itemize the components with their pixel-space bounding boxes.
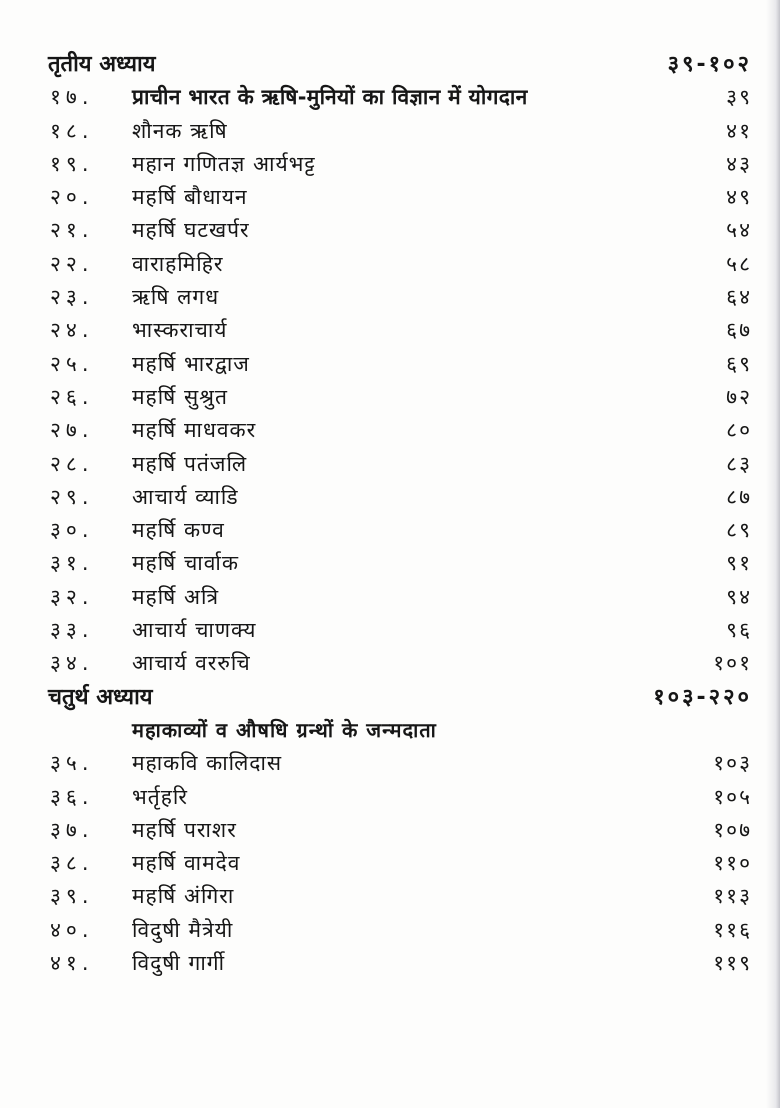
entry-page: १०१ xyxy=(713,651,752,676)
toc-entry xyxy=(0,947,780,980)
entry-title: आचार्य चाणक्य xyxy=(132,618,257,643)
entry-number: ३७. xyxy=(50,817,94,842)
toc-entry xyxy=(0,314,780,347)
toc-entry xyxy=(0,481,780,514)
entry-title: आचार्य व्याडि xyxy=(132,484,239,509)
entry-number: ३२. xyxy=(50,584,94,609)
entry-number: १८. xyxy=(50,118,94,143)
entry-number: २१. xyxy=(50,218,94,243)
entry-title: महर्षि बौधायन xyxy=(132,185,248,210)
entry-number: ३०. xyxy=(50,518,94,543)
entry-title: वाराहमिहिर xyxy=(132,251,224,276)
entry-number: २५. xyxy=(50,351,94,376)
toc-entry xyxy=(0,214,780,247)
section-3-entries xyxy=(0,81,780,680)
entry-page: ११० xyxy=(713,851,752,876)
entry-title: शौनक ऋषि xyxy=(132,118,228,143)
entry-number: १९. xyxy=(50,151,94,176)
entry-page: ४९ xyxy=(726,185,752,210)
entry-number: २४. xyxy=(50,318,94,343)
entry-number: २६. xyxy=(50,384,94,409)
toc-entry xyxy=(0,81,780,114)
entry-number: २२. xyxy=(50,251,94,276)
toc-entry xyxy=(0,381,780,414)
entry-page: ८७ xyxy=(726,484,752,509)
entry-title: महर्षि सुश्रुत xyxy=(132,384,228,409)
entry-number: ३८. xyxy=(50,851,94,876)
toc-entry xyxy=(0,181,780,214)
section-page-range: ३९-१०२ xyxy=(667,52,752,77)
section-page-range: १०३-२२० xyxy=(653,684,752,710)
entry-number: १७. xyxy=(50,85,94,110)
entry-number: ३५. xyxy=(50,751,94,776)
entry-title: महान गणितज्ञ आर्यभट्ट xyxy=(132,151,316,176)
entry-page: ५४ xyxy=(726,218,752,243)
entry-title: भास्कराचार्य xyxy=(132,318,228,343)
entry-number: २८. xyxy=(50,451,94,476)
entry-number: २०. xyxy=(50,185,94,210)
entry-title: विदुषी गार्गी xyxy=(132,951,226,976)
entry-number: २३. xyxy=(50,285,94,310)
entry-page: ७२ xyxy=(726,384,752,409)
entry-page: १०७ xyxy=(713,817,752,842)
entry-title: भर्तृहरि xyxy=(132,784,188,809)
entry-number: ३४. xyxy=(50,651,94,676)
toc-entry xyxy=(0,414,780,447)
entry-title: महाकवि कालिदास xyxy=(132,751,283,776)
entry-title: महर्षि वामदेव xyxy=(132,851,241,876)
entry-number: २७. xyxy=(50,418,94,443)
toc-entry xyxy=(0,281,780,314)
toc-entry xyxy=(0,781,780,814)
toc-entry xyxy=(0,647,780,680)
entry-title: विदुषी मैत्रेयी xyxy=(132,917,234,942)
entry-title: महर्षि कण्व xyxy=(132,518,225,543)
toc-entry xyxy=(0,148,780,181)
section-subheading xyxy=(0,714,780,747)
entry-title: महर्षि चार्वाक xyxy=(132,551,239,576)
entry-page: ४३ xyxy=(726,151,752,176)
entry-page: ८३ xyxy=(726,451,752,476)
entry-page: ६९ xyxy=(726,351,752,376)
entry-number: ३३. xyxy=(50,618,94,643)
section-title: चतुर्थ अध्याय xyxy=(48,684,153,710)
toc-entry xyxy=(0,814,780,847)
toc-entry xyxy=(0,581,780,614)
section-title: तृतीय अध्याय xyxy=(48,52,156,77)
entry-number: ३१. xyxy=(50,551,94,576)
page-edge-shadow xyxy=(766,0,780,1108)
entry-page: ८९ xyxy=(726,518,752,543)
entry-number: ४१. xyxy=(50,951,94,976)
entry-title: महर्षि घटखर्पर xyxy=(132,218,250,243)
entry-title: महर्षि माधवकर xyxy=(132,418,257,443)
section-heading-4 xyxy=(0,681,780,714)
entry-page: ८० xyxy=(726,418,752,443)
entry-title: महर्षि पराशर xyxy=(132,817,237,842)
entry-title: महर्षि अंगिरा xyxy=(132,884,235,909)
entry-number: ३६. xyxy=(50,784,94,809)
toc-entry xyxy=(0,448,780,481)
entry-page: ५८ xyxy=(726,251,752,276)
entry-page: ६७ xyxy=(726,318,752,343)
toc-entry xyxy=(0,115,780,148)
entry-number: २९. xyxy=(50,484,94,509)
section-4-entries xyxy=(0,747,780,980)
entry-title: प्राचीन भारत के ऋषि-मुनियों का विज्ञान में योगदान xyxy=(132,85,528,110)
toc-entry xyxy=(0,747,780,780)
entry-page: ४१ xyxy=(726,118,752,143)
section-heading-3 xyxy=(0,48,780,81)
entry-page: ११६ xyxy=(713,917,752,942)
entry-title: महर्षि भारद्वाज xyxy=(132,351,250,376)
entry-page: ११३ xyxy=(713,884,752,909)
entry-title: महर्षि पतंजलि xyxy=(132,451,248,476)
entry-number: ३९. xyxy=(50,884,94,909)
entry-page: ९६ xyxy=(726,618,752,643)
toc-entry xyxy=(0,248,780,281)
entry-page: १०५ xyxy=(713,784,752,809)
entry-page: ३९ xyxy=(726,85,752,110)
entry-page: ९१ xyxy=(726,551,752,576)
toc-entry xyxy=(0,348,780,381)
toc-entry xyxy=(0,614,780,647)
entry-page: १०३ xyxy=(713,751,752,776)
entry-page: ९४ xyxy=(726,584,752,609)
toc-entry xyxy=(0,547,780,580)
subheading-text: महाकाव्यों व औषधि ग्रन्थों के जन्मदाता xyxy=(132,717,437,742)
entry-number: ४०. xyxy=(50,917,94,942)
toc-entry xyxy=(0,514,780,547)
entry-title: ऋषि लगध xyxy=(132,285,220,310)
entry-title: महर्षि अत्रि xyxy=(132,584,220,609)
entry-page: ६४ xyxy=(726,285,752,310)
toc-entry xyxy=(0,847,780,880)
toc-entry xyxy=(0,914,780,947)
toc-entry xyxy=(0,880,780,913)
entry-page: ११९ xyxy=(713,951,752,976)
entry-title: आचार्य वररुचि xyxy=(132,651,251,676)
